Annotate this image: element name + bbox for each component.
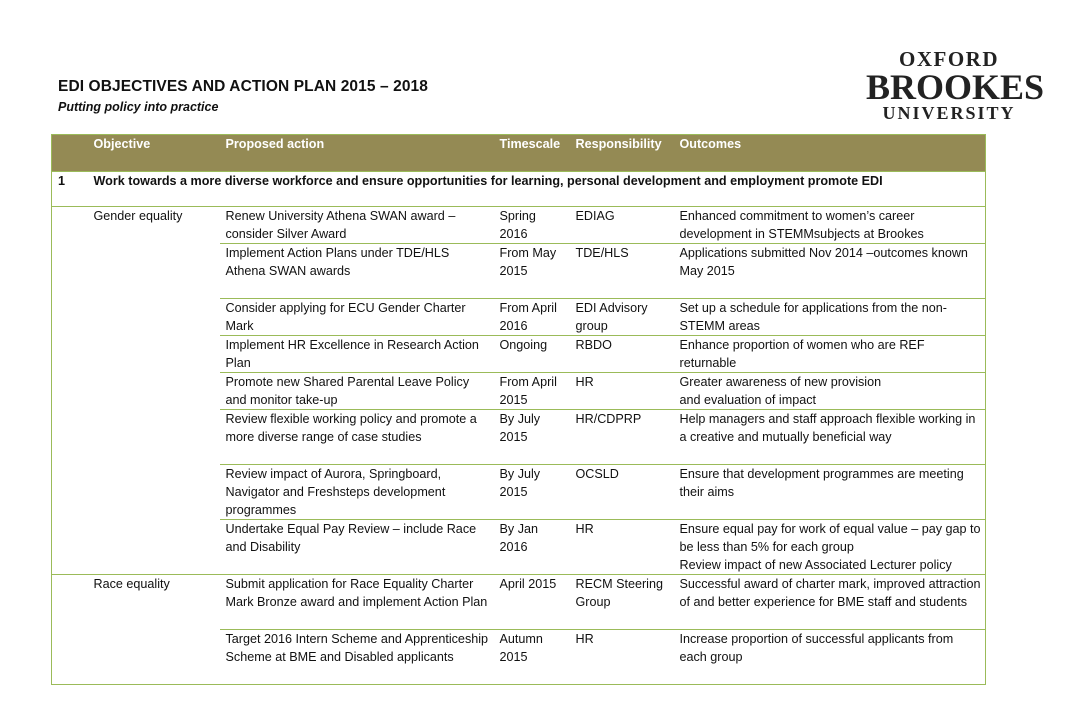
- action-cell: Target 2016 Intern Scheme and Apprenticeship Scheme at BME and Disabled applicants: [220, 630, 494, 685]
- number-cell: [52, 336, 88, 373]
- action-cell: Implement HR Excellence in Research Action Plan: [220, 336, 494, 373]
- objective-cell: [88, 299, 220, 336]
- column-header-timescale: Timescale: [494, 135, 570, 172]
- timescale-cell: From April 2016: [494, 299, 570, 336]
- table-row: [52, 299, 986, 336]
- timescale-cell: Ongoing: [494, 336, 570, 373]
- timescale-cell: April 2015: [494, 575, 570, 630]
- outcomes-cell: Greater awareness of new provision and evaluation of impact: [674, 373, 986, 410]
- timescale-cell: Spring 2016: [494, 207, 570, 244]
- timescale-cell: From April 2015: [494, 373, 570, 410]
- number-cell: [52, 244, 88, 299]
- timescale-cell: By July 2015: [494, 465, 570, 520]
- outcomes-cell: Enhanced commitment to women’s career development in STEMMsubjects at Brookes: [674, 207, 986, 244]
- number-cell: [52, 299, 88, 336]
- responsibility-cell: HR: [570, 520, 674, 575]
- number-cell: [52, 207, 88, 244]
- outcomes-cell: Enhance proportion of women who are REF returnable: [674, 336, 986, 373]
- outcomes-cell: Ensure that development programmes are meeting their aims: [674, 465, 986, 520]
- table-row: [52, 207, 986, 244]
- outcomes-cell: Applications submitted Nov 2014 –outcomes known May 2015: [674, 244, 986, 299]
- action-cell: Implement Action Plans under TDE/HLS Athena SWAN awards: [220, 244, 494, 299]
- outcomes-cell: Successful award of charter mark, improved attraction of and better experience for BME staff and students: [674, 575, 986, 630]
- logo-line-oxford: OXFORD: [899, 47, 999, 71]
- table-row: [52, 373, 986, 410]
- page-title: EDI OBJECTIVES AND ACTION PLAN 2015 – 2018: [58, 78, 428, 95]
- objective-cell: Gender equality: [88, 207, 220, 244]
- objective-cell: [88, 244, 220, 299]
- table-row: [52, 575, 986, 630]
- column-header-outcomes: Outcomes: [674, 135, 986, 172]
- responsibility-cell: HR: [570, 630, 674, 685]
- responsibility-cell: EDIAG: [570, 207, 674, 244]
- logo-line-university: UNIVERSITY: [882, 103, 1016, 123]
- timescale-cell: By Jan 2016: [494, 520, 570, 575]
- objective-cell: [88, 520, 220, 575]
- responsibility-cell: RBDO: [570, 336, 674, 373]
- column-header-number: [52, 135, 88, 172]
- logo-line-brookes: BROOKES: [866, 67, 1045, 107]
- outcomes-cell: Increase proportion of successful applicants from each group: [674, 630, 986, 685]
- number-cell: [52, 410, 88, 465]
- action-cell: Undertake Equal Pay Review – include Race and Disability: [220, 520, 494, 575]
- section-number: 1: [52, 172, 88, 207]
- column-header-responsibility: Responsibility: [570, 135, 674, 172]
- action-cell: Review flexible working policy and promote a more diverse range of case studies: [220, 410, 494, 465]
- section-row: [52, 172, 986, 207]
- objective-cell: [88, 336, 220, 373]
- number-cell: [52, 630, 88, 685]
- responsibility-cell: HR: [570, 373, 674, 410]
- objective-cell: [88, 630, 220, 685]
- table-row: [52, 410, 986, 465]
- university-logo: [866, 47, 1045, 123]
- objective-cell: [88, 373, 220, 410]
- action-cell: Promote new Shared Parental Leave Policy and monitor take-up: [220, 373, 494, 410]
- column-header-objective: Objective: [88, 135, 220, 172]
- table-header-row: [52, 135, 986, 172]
- objective-cell: [88, 465, 220, 520]
- responsibility-cell: OCSLD: [570, 465, 674, 520]
- action-cell: Consider applying for ECU Gender Charter Mark: [220, 299, 494, 336]
- table-row: [52, 336, 986, 373]
- action-plan-table: [51, 134, 986, 685]
- section-title: Work towards a more diverse workforce and ensure opportunities for learning, personal development and employment promote EDI: [88, 172, 986, 207]
- timescale-cell: From May 2015: [494, 244, 570, 299]
- number-cell: [52, 520, 88, 575]
- timescale-cell: Autumn 2015: [494, 630, 570, 685]
- action-cell: Review impact of Aurora, Springboard, Navigator and Freshsteps development programmes: [220, 465, 494, 520]
- number-cell: [52, 575, 88, 630]
- table-row: [52, 244, 986, 299]
- table-row: [52, 630, 986, 685]
- outcomes-cell: Ensure equal pay for work of equal value – pay gap to be less than 5% for each group Review impact of new Associated Lecturer policy: [674, 520, 986, 575]
- action-cell: Submit application for Race Equality Charter Mark Bronze award and implement Action Plan: [220, 575, 494, 630]
- responsibility-cell: HR/CDPRP: [570, 410, 674, 465]
- objective-cell: Race equality: [88, 575, 220, 630]
- objective-cell: [88, 410, 220, 465]
- table-row: [52, 520, 986, 575]
- outcomes-cell: Help managers and staff approach flexible working in a creative and mutually beneficial way: [674, 410, 986, 465]
- timescale-cell: By July 2015: [494, 410, 570, 465]
- number-cell: [52, 465, 88, 520]
- column-header-proposed-action: Proposed action: [220, 135, 494, 172]
- responsibility-cell: RECM Steering Group: [570, 575, 674, 630]
- responsibility-cell: EDI Advisory group: [570, 299, 674, 336]
- number-cell: [52, 373, 88, 410]
- outcomes-cell: Set up a schedule for applications from the non-STEMM areas: [674, 299, 986, 336]
- responsibility-cell: TDE/HLS: [570, 244, 674, 299]
- action-cell: Renew University Athena SWAN award – consider Silver Award: [220, 207, 494, 244]
- page-subtitle: Putting policy into practice: [58, 100, 219, 114]
- table-row: [52, 465, 986, 520]
